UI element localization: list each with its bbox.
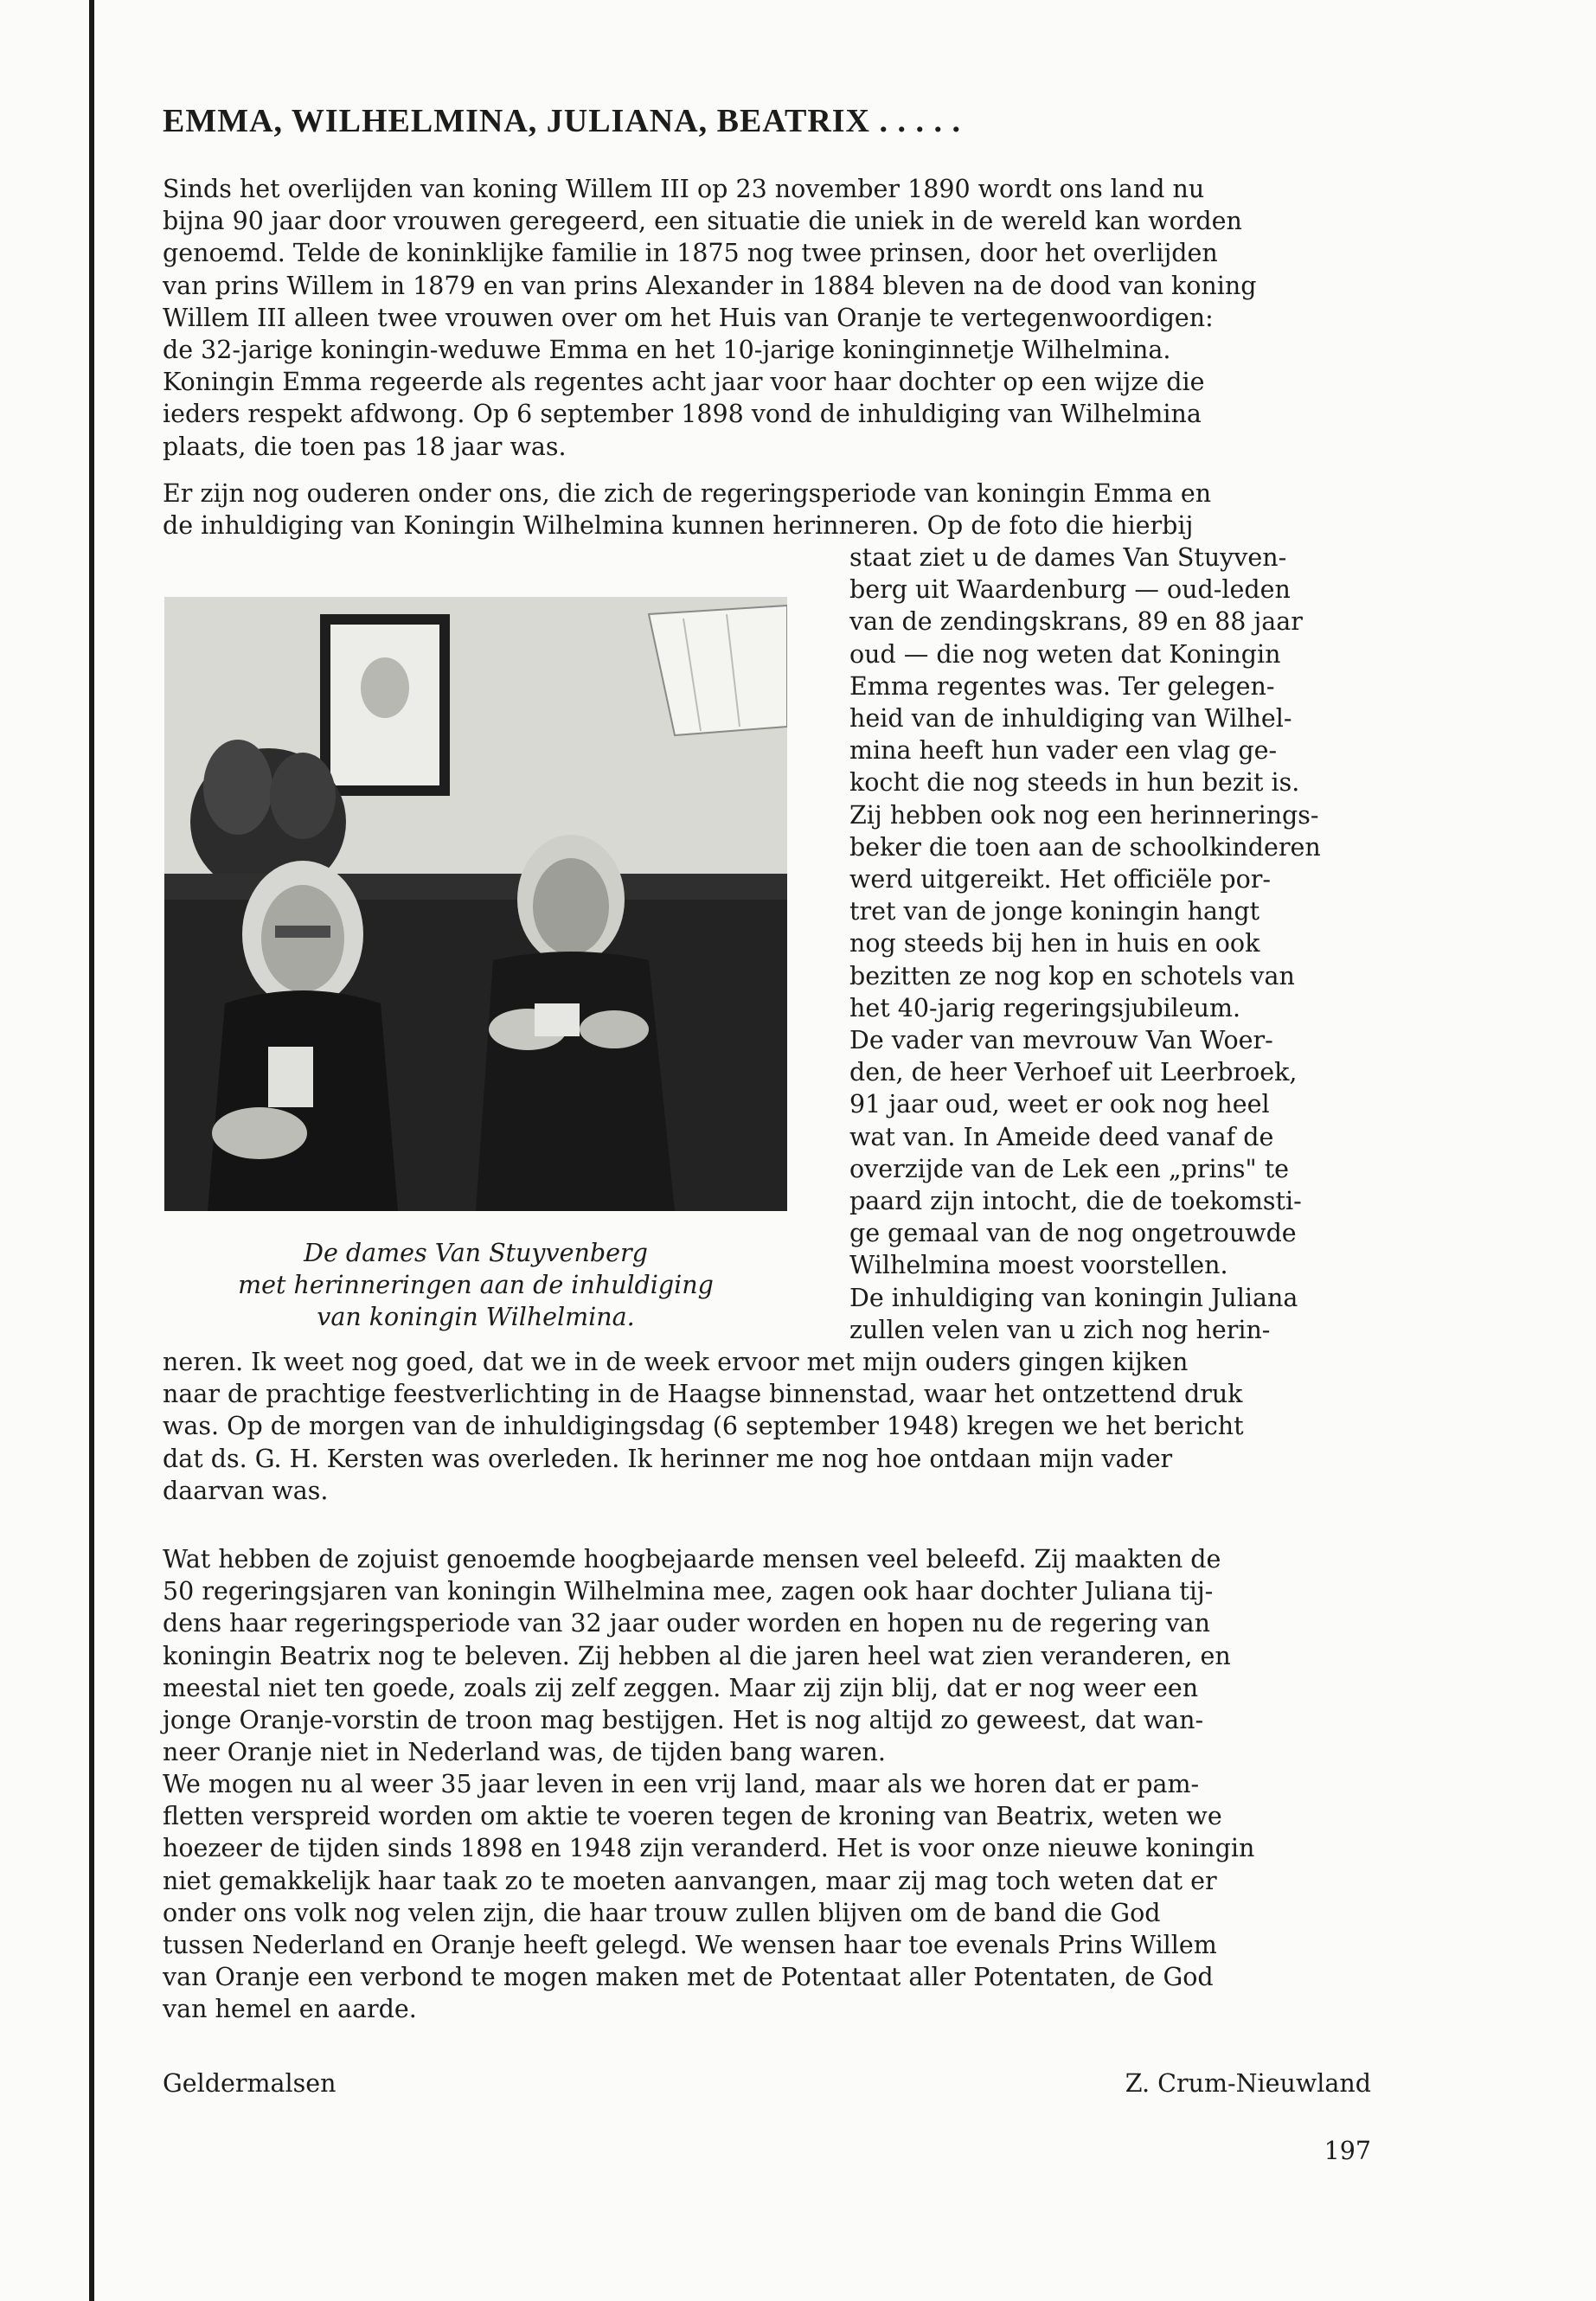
text-line: zullen velen van u zich nog herin- — [849, 1316, 1271, 1345]
page-number: 197 — [1324, 2137, 1371, 2165]
text-line: 50 regeringsjaren van koningin Wilhelmina mee, zagen ook haar dochter Juliana tij- — [163, 1577, 1214, 1606]
caption-line: van koningin Wilhelmina. — [317, 1303, 635, 1332]
text-line: De vader van mevrouw Van Woer- — [849, 1026, 1273, 1054]
text-line: tret van de jonge koningin hangt — [849, 897, 1260, 926]
text-line: oud — die nog weten dat Koningin — [849, 639, 1281, 669]
text-line: ieders respekt afdwong. Op 6 september 1898 vond de inhuldiging van Wilhelmina — [163, 400, 1202, 429]
text-line: koningin Beatrix nog te beleven. Zij hebben al die jaren heel wat zien veranderen, en — [163, 1641, 1231, 1670]
author-name: Z. Crum-Nieuwland — [1125, 2069, 1371, 2098]
caption-line: De dames Van Stuyvenberg — [304, 1239, 648, 1267]
text-line: van Oranje een verbond te mogen maken met de Potentaat aller Potentaten, de God — [163, 1963, 1214, 1992]
text-line: heid van de inhuldiging van Wilhel- — [849, 704, 1292, 734]
photo-illustration — [164, 597, 787, 1211]
text-line: Willem III alleen twee vrouwen over om het Huis van Oranje te vertegenwoordigen: — [163, 303, 1214, 332]
text-line: van prins Willem in 1879 en van prins Alexander in 1884 bleven na de dood van koning — [163, 271, 1257, 300]
text-line: Wat hebben de zojuist genoemde hoogbejaarde mensen veel beleefd. Zij maakten de — [163, 1545, 1221, 1574]
text-line: werd uitgereikt. Het officiële por- — [849, 865, 1272, 894]
text-line: Emma regentes was. Ter gelegen- — [849, 671, 1275, 701]
text-line: berg uit Waardenburg — oud-leden — [849, 575, 1291, 605]
text-line: Wilhelmina moest voorstellen. — [849, 1251, 1228, 1280]
text-line: tussen Nederland en Oranje heeft gelegd. We wensen haar toe evenals Prins Willem — [163, 1931, 1217, 1960]
paragraph-vrij-land — [163, 1768, 1374, 2026]
place-name: Geldermalsen — [163, 2069, 337, 2098]
text-line: hoezeer de tijden sinds 1898 en 1948 zijn veranderd. Het is voor onze nieuwe koningin — [163, 1834, 1255, 1863]
paragraph-intro — [163, 173, 1374, 463]
page-title: EMMA, WILHELMINA, JULIANA, BEATRIX . . . . . — [163, 103, 961, 139]
text-line: ge gemaal van de nog ongetrouwde — [849, 1219, 1297, 1248]
binding-edge — [89, 0, 94, 2301]
text-line: mina heeft hun vader een vlag ge- — [849, 736, 1278, 766]
text-line: Zij hebben ook nog een herinnerings- — [849, 800, 1319, 830]
text-line: het 40-jarig regeringsjubileum. — [849, 993, 1241, 1022]
text-line: van de zendingskrans, 89 en 88 jaar — [849, 607, 1303, 637]
text-line: Sinds het overlijden van koning Willem III op 23 november 1890 wordt ons land nu — [163, 175, 1205, 203]
text-line: staat ziet u de dames Van Stuyven- — [849, 543, 1287, 572]
column-text-verhoef — [849, 1024, 1374, 1282]
text-line: kocht die nog steeds in hun bezit is. — [849, 768, 1300, 798]
text-line: beker die toen aan de schoolkinderen — [849, 832, 1321, 862]
text-line: bijna 90 jaar door vrouwen geregeerd, een situatie die uniek in de wereld kan worden — [163, 207, 1242, 236]
text-line: We mogen nu al weer 35 jaar leven in een vrij land, maar als we horen dat er pam- — [163, 1770, 1200, 1798]
text-line: naar de prachtige feestverlichting in de Haagse binnenstad, waar het ontzettend druk — [163, 1380, 1243, 1409]
text-line: plaats, die toen pas 18 jaar was. — [163, 432, 567, 461]
text-line: Er zijn nog ouderen onder ons, die zich de regeringsperiode van koningin Emma en — [163, 479, 1212, 508]
text-line: van hemel en aarde. — [163, 1995, 417, 2024]
photo-caption — [156, 1237, 796, 1334]
text-line: paard zijn intocht, die de toekomsti- — [849, 1187, 1302, 1216]
text-line: meestal niet ten goede, zoals zij zelf zeggen. Maar zij zijn blij, dat er nog weer een — [163, 1673, 1199, 1702]
column-text-juliana — [849, 1282, 1374, 1346]
text-line: 91 jaar oud, weet er ook nog heel — [849, 1090, 1270, 1119]
paragraph-juliana — [163, 1346, 1374, 1507]
text-line: jonge Oranje-vorstin de troon mag bestijgen. Het is nog altijd zo geweest, dat wan- — [163, 1706, 1204, 1735]
caption-line: met herinneringen aan de inhuldiging — [238, 1271, 714, 1300]
paragraph-beleefd — [163, 1543, 1374, 1768]
text-line: nog steeds bij hen in huis en ook — [849, 929, 1260, 958]
text-line: overzijde van de Lek een „prins" te — [849, 1154, 1290, 1183]
column-text-stuyvenberg — [849, 542, 1374, 1024]
text-line: bezitten ze nog kop en schotels van — [849, 961, 1295, 990]
text-line: niet gemakkelijk haar taak zo te moeten aanvangen, maar zij mag toch weten dat er — [163, 1866, 1217, 1895]
text-line: neren. Ik weet nog goed, dat we in de week ervoor met mijn ouders gingen kijken — [163, 1348, 1189, 1376]
text-line: daarvan was. — [163, 1476, 329, 1505]
text-line: dens haar regeringsperiode van 32 jaar ouder worden en hopen nu de regering van — [163, 1609, 1210, 1638]
text-line: wat van. In Ameide deed vanaf de — [849, 1122, 1274, 1151]
text-line: fletten verspreid worden om aktie te voeren tegen de kroning van Beatrix, weten we — [163, 1802, 1222, 1831]
text-line: neer Oranje niet in Nederland was, de tijden bang waren. — [163, 1738, 886, 1767]
text-line: Koningin Emma regeerde als regentes acht jaar voor haar dochter op een wijze die — [163, 368, 1205, 397]
text-line: dat ds. G. H. Kersten was overleden. Ik herinner me nog hoe ontdaan mijn vader — [163, 1444, 1173, 1473]
photo-dames-van-stuyvenberg — [164, 597, 787, 1211]
text-line: de 32-jarige koningin-weduwe Emma en het 10-jarige koninginnetje Wilhelmina. — [163, 336, 1171, 365]
text-line: de inhuldiging van Koningin Wilhelmina kunnen herinneren. Op de foto die hierbij — [163, 511, 1194, 541]
text-line: De inhuldiging van koningin Juliana — [849, 1284, 1298, 1312]
paragraph-ouderen — [163, 478, 1374, 542]
text-line: genoemd. Telde de koninklijke familie in 1875 nog twee prinsen, door het overlijden — [163, 239, 1218, 268]
text-line: onder ons volk nog velen zijn, die haar trouw zullen blijven om de band die God — [163, 1898, 1161, 1927]
text-line: was. Op de morgen van de inhuldigingsdag (6 september 1948) kregen we het bericht — [163, 1412, 1244, 1441]
text-line: den, de heer Verhoef uit Leerbroek, — [849, 1058, 1298, 1087]
